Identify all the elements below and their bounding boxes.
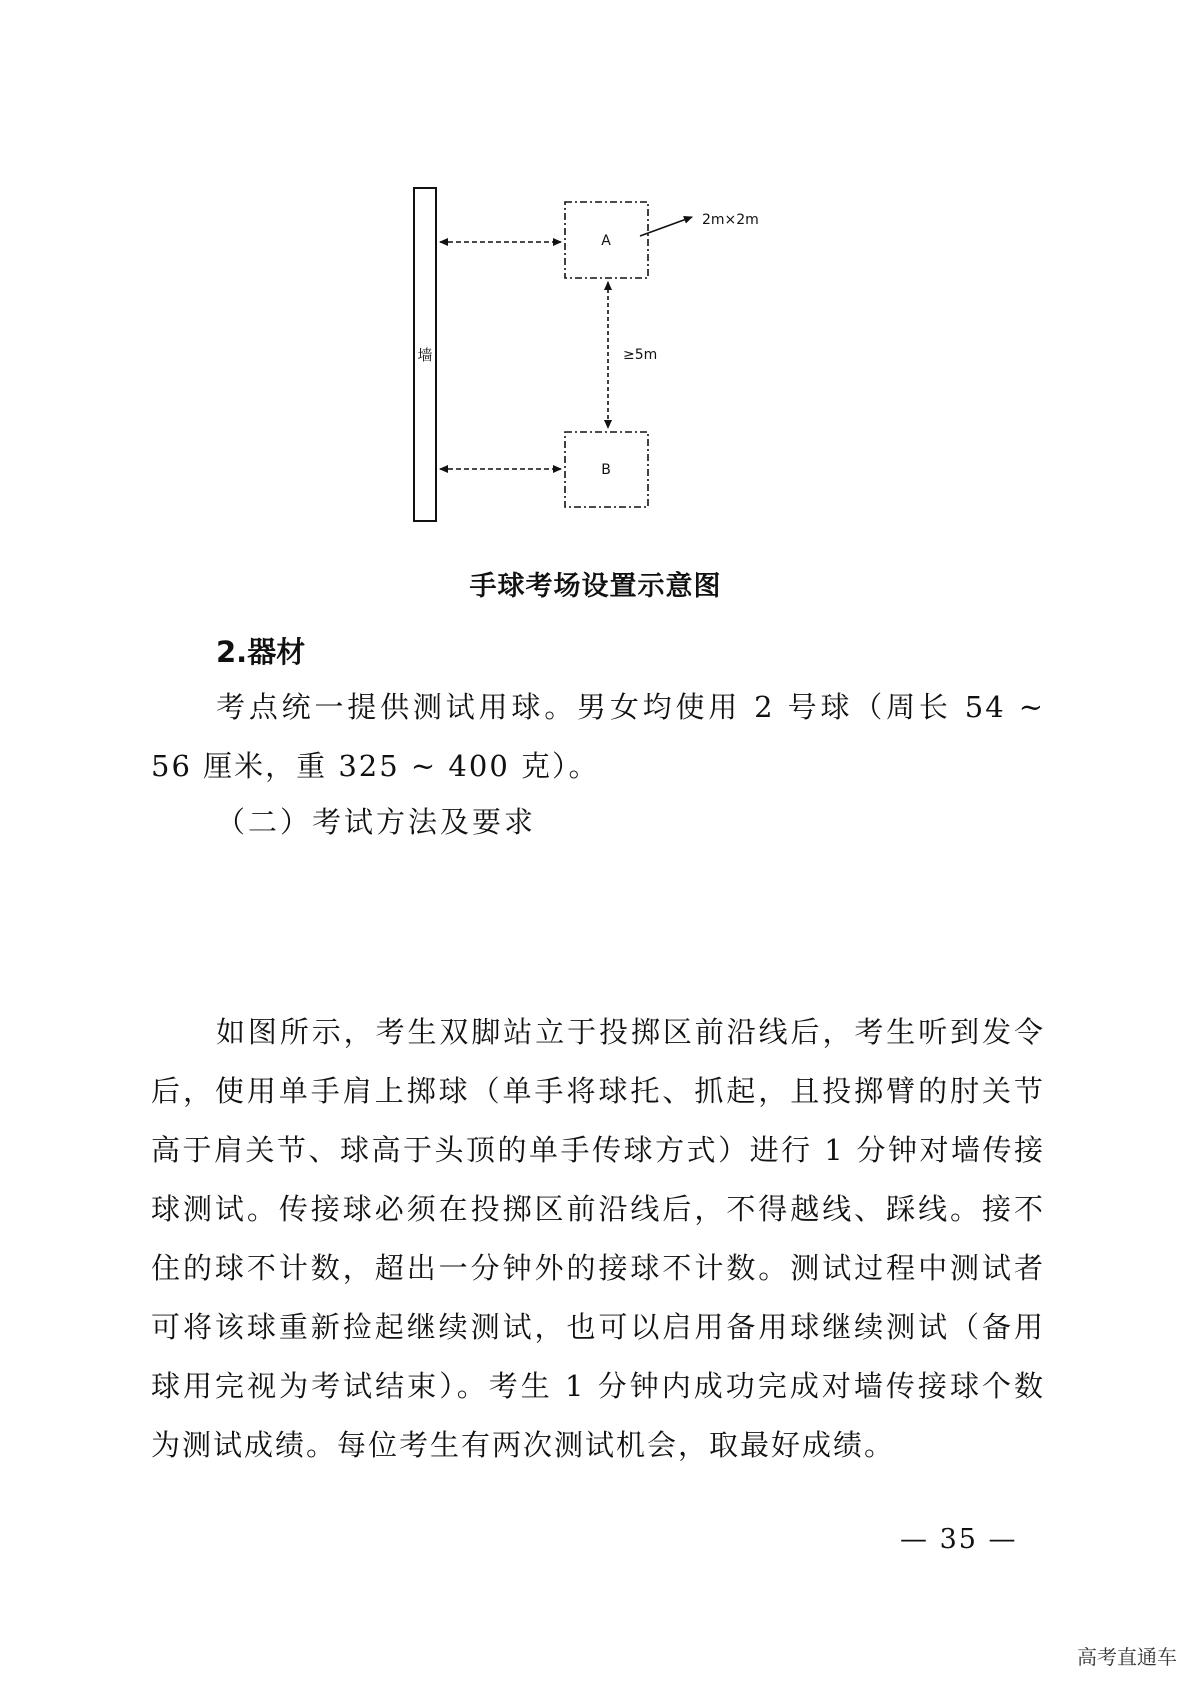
- diagram-caption: 手球考场设置示意图: [469, 571, 722, 602]
- size-label: 2m×2m: [702, 212, 759, 228]
- wall-label: 墙: [417, 346, 433, 364]
- distance-label: ≥5m: [623, 347, 658, 363]
- section-equipment-heading: 2.器材: [216, 635, 306, 669]
- box-a-label: A: [601, 233, 611, 249]
- section-equipment-text: 考点统一提供测试用球。男女均使用 2 号球（周长 54 ~ 56 厘米，重 325 ~ 400 克）。: [151, 690, 1045, 783]
- handball-field-diagram: [0, 0, 1191, 540]
- box-b-label: B: [601, 462, 611, 478]
- page-number: — 35 —: [900, 1524, 1018, 1555]
- watermark: 高考直通车: [1077, 1645, 1177, 1669]
- section-method-text: 如图所示，考生双脚站立于投掷区前沿线后，考生听到发令后，使用单手肩上掷球（单手将球托、抓起，且投掷臂的肘关节高于肩关节、球高于头顶的单手传球方式）进行 1 分钟对墙传接球测试。传接球必须在投掷区前沿线后，不得越线、踩线。接不住的球不计数，超出一分钟外的接球不计数。测试过程中测试者可将该球重新捡起继续测试，也可以启用备用球继续测试（备用球用完视为考试结束）。考生 1 分钟内成功完成对墙传接球个数为测试成绩。每位考生有两次测试机会，取最好成绩。: [151, 1015, 1045, 1462]
- section-method-heading: （二）考试方法及要求: [216, 805, 537, 839]
